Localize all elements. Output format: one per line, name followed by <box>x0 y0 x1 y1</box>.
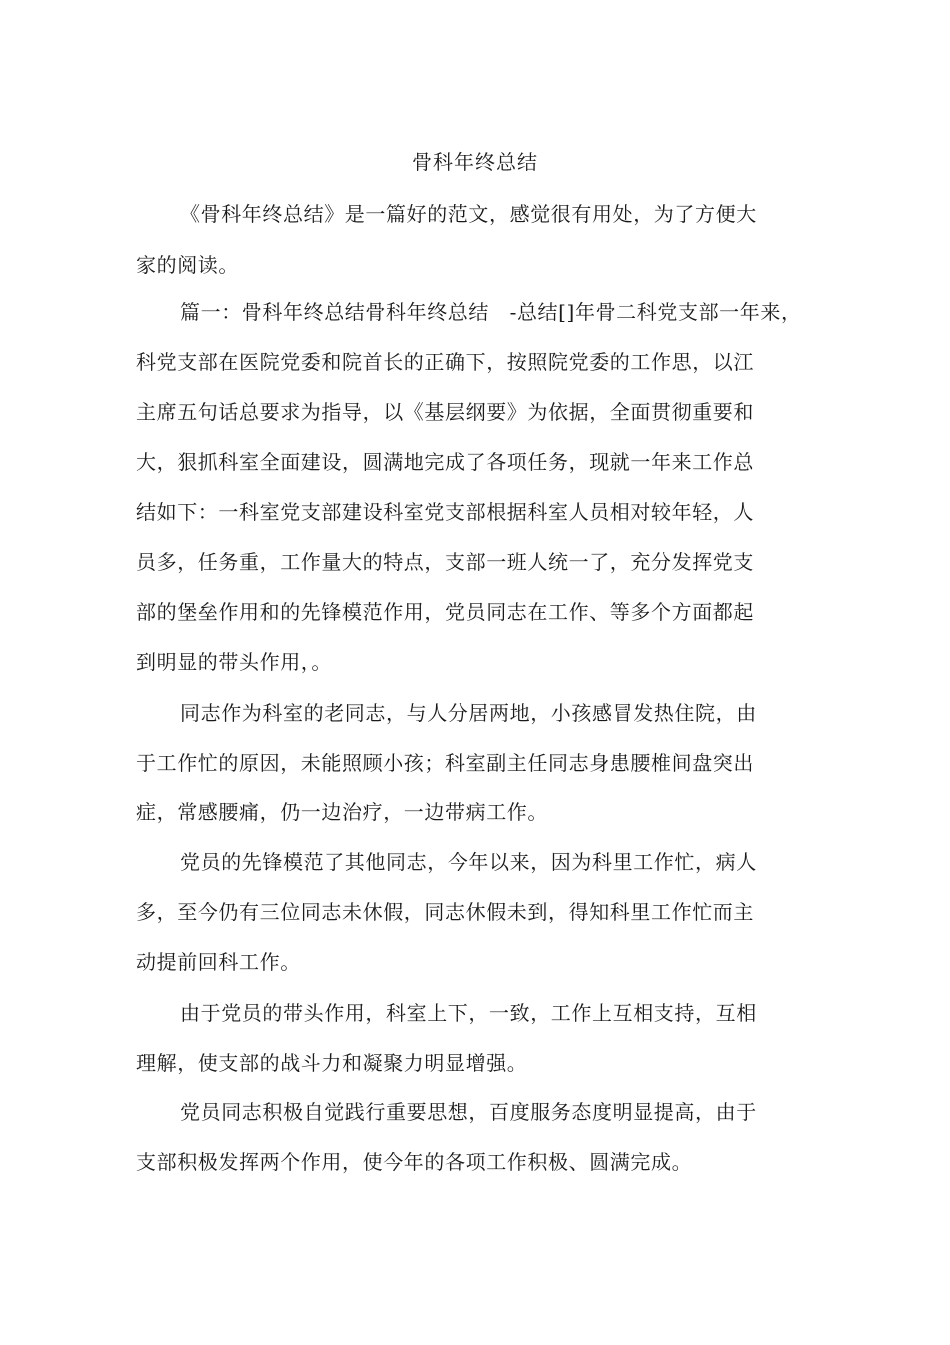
paragraph-line: 多，至今仍有三位同志未休假，同志休假未到，得知科里工作忙而主 <box>136 900 754 924</box>
paragraph-line: 动提前回科工作。 <box>136 950 301 974</box>
paragraph-line: 员多，任务重，工作量大的特点，支部一班人统一了，充分发挥党支 <box>136 550 754 574</box>
paragraph-line: 理解，使支部的战斗力和凝聚力明显增强。 <box>136 1051 528 1075</box>
paragraph-line: 篇一：骨科年终总结骨科年终总结 -总结[]年骨二科党支部一年来， <box>180 300 802 324</box>
paragraph-line: 《骨科年终总结》是一篇好的范文，感觉很有用处，为了方便大 <box>180 202 757 226</box>
paragraph-line: 同志作为科室的老同志，与人分居两地，小孩感冒发热住院，由 <box>180 701 757 725</box>
paragraph-line: 由于党员的带头作用，科室上下，一致，工作上互相支持，互相 <box>180 1001 757 1025</box>
paragraph-line: 支部积极发挥两个作用，使今年的各项工作积极、圆满完成。 <box>136 1150 693 1174</box>
paragraph-line: 结如下：一科室党支部建设科室党支部根据科室人员相对较年轻，人 <box>136 500 754 524</box>
document-title: 骨科年终总结 <box>412 150 538 174</box>
paragraph-line: 党员同志积极自觉践行重要思想，百度服务态度明显提高，由于 <box>180 1100 757 1124</box>
paragraph-line: 于工作忙的原因，未能照顾小孩；科室副主任同志身患腰椎间盘突出 <box>136 751 754 775</box>
paragraph-line: 症，常感腰痛，仍一边治疗，一边带病工作。 <box>136 800 548 824</box>
paragraph-line: 部的堡垒作用和的先锋模范作用，党员同志在工作、等多个方面都起 <box>136 600 754 624</box>
paragraph-line: 大，狠抓科室全面建设，圆满地完成了各项任务，现就一年来工作总 <box>136 450 754 474</box>
paragraph-line: 科党支部在医院党委和院首长的正确下，按照院党委的工作思，以江 <box>136 350 754 374</box>
paragraph-line: 主席五句话总要求为指导，以《基层纲要》为依据，全面贯彻重要和 <box>136 400 754 424</box>
paragraph-line: 党员的先锋模范了其他同志，今年以来，因为科里工作忙，病人 <box>180 850 757 874</box>
paragraph-line: 家的阅读。 <box>136 253 239 277</box>
paragraph-line: 到明显的带头作用，。 <box>136 650 332 674</box>
